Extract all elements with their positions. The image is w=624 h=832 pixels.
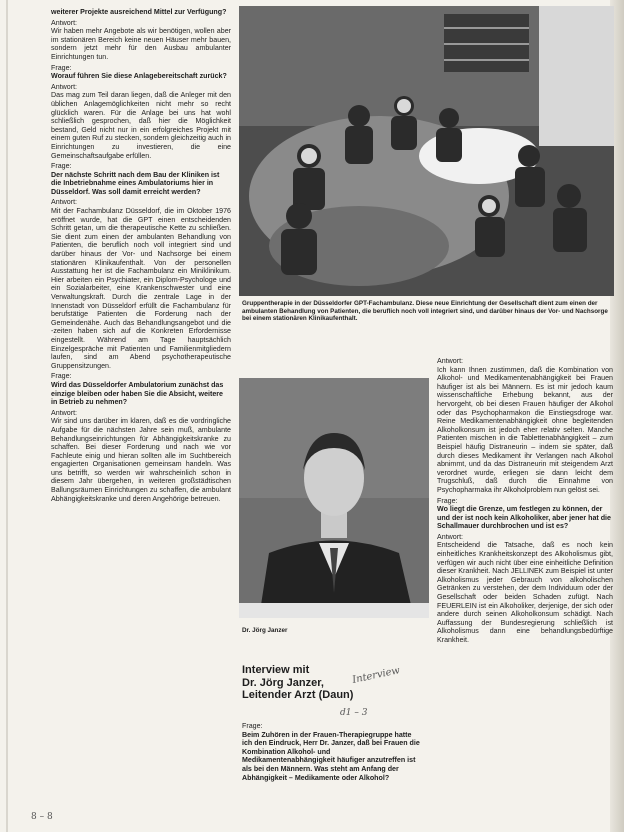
group-photo-caption: Gruppentherapie in der Düsseldorfer GPT-Fachambulanz. Diese neue Einrichtung der Gesellschaft dient zum einen der ambulanten Behandlung von Patienten, die beruflich noch voll integriert sind, und darüber hinaus der Vor- und Nachsorge bei einem stationären Klinikaufenthalt. — [242, 300, 608, 323]
left-col-question: Worauf führen Sie diese Anlagebereitschaft zurück? — [51, 72, 227, 81]
left-col-answer: Wir sind uns darüber im klaren, daß es die vordringliche Aufgabe für die nächsten Jahre sein muß, ambulante Behandlungseinrichtungen für Abhängigkeitskranke zu schaffen. Bei dieser Forderung und nach wie vor Fachleute einig und hieran sollten alle im Suchtbereich engagierten Organisationen gemeinsam handeln. Was uns betrifft, so werden wir wahrscheinlich schon in diesem Jahr übergehen, in weiteren großstädtischen Ballungsräumen Einrichtungen zu schaffen, die ambulant Abhängigkeitskranke und deren Angehörige betreuen. — [51, 417, 231, 503]
right-text-column — [437, 355, 613, 645]
left-text-column — [51, 8, 231, 828]
right-col-answer: Entscheidend die Tatsache, daß es noch kein einheitliches Krankheitskonzept des Alkoholismus gibt, verfügen wir auch nicht über eine einheitliche Definition dieser Krankheit. Nach JELLINEK zum Beispiel ist unter Alkoholismus jeder Gebrauch von alkoholischen Getränken zu verstehen, der dem Individuum oder der Gesellschaft oder beiden Schaden zufügt. Nach FEUERLEIN ist ein Alkoholiker, derjenige, der sich oder andere durch seinen Alkoholkonsum schädigt. Nach Auffassung der Bundesregierung schließlich ist Alkoholismus dann eine behandlungsbedürftige Krankheit. — [437, 541, 613, 644]
left-col-label: Antwort: — [51, 198, 78, 207]
left-col-question: Wird das Düsseldorfer Ambulatorium zunächst das einzige bleiben oder haben Sie die Absicht, weitere in Betrieb zu nehmen? — [51, 380, 224, 407]
left-col-answer: Das mag zum Teil daran liegen, daß die Anleger mit den üblichen Anlagemöglichkeiten nicht mehr so recht glücklich waren. Für die Anlage bei uns hat wohl schließlich gesprochen, daß hier die Möglichkeit bestand, Geld nicht nur in ein erfolgreiches Projekt mit einem guten Ruf zu stecken, sondern gleichzeitig auch in Einrichtungen zu investieren, die eine Gemeinschaftsaufgabe erfüllen. — [51, 91, 231, 160]
group-therapy-photo-graphic — [239, 6, 614, 296]
group-therapy-photo — [239, 6, 614, 296]
left-col-label: Antwort: — [51, 408, 78, 417]
right-col-question: Wo liegt die Grenze, um festlegen zu können, der und der ist noch kein Alkoholiker, aber jener hat die Schallmauer durchbrochen und ist es? — [437, 505, 611, 531]
left-col-label: Antwort: — [51, 18, 78, 27]
left-col-question: Der nächste Schritt nach dem Bau der Kliniken ist die Inbetriebnahme eines Ambulatoriums hier in Düsseldorf. Was soll damit erreicht werden? — [51, 170, 220, 196]
page-number: 8 – 8 — [31, 812, 53, 822]
bottom-q-question: Beim Zuhören in der Frauen-Therapiegruppe hatte ich den Eindruck, Herr Dr. Janzer, daß bei Frauen die Kombination Alkohol- und Medikamentenabhängigkeit häufiger anzutreffen ist als bei den Männern. Was steht am Anfang der Abhängigkeit – Medikamente oder Alkohol? — [242, 730, 420, 782]
left-col-label: Frage: — [51, 162, 72, 171]
left-col-question: weiterer Projekte ausreichend Mittel zur Verfügung? — [51, 8, 227, 16]
right-col-label: Antwort: — [437, 357, 464, 365]
left-col-label: Frage: — [51, 63, 72, 72]
portrait-photo — [239, 378, 429, 618]
handwritten-note-mid: d1 – 3 — [340, 708, 368, 718]
left-col-label: Antwort: — [51, 82, 78, 91]
portrait-caption: Dr. Jörg Janzer — [242, 627, 288, 634]
handwritten-note-interview: Interview — [351, 665, 402, 686]
right-col-label: Antwort: — [437, 532, 464, 541]
bottom-question-block — [242, 720, 422, 782]
bottom-q-label: Frage: — [242, 722, 263, 730]
left-col-answer: Wir haben mehr Angebote als wir benötigen, wollen aber im stationären Bereich keine neuen Häuser mehr bauen, sondern jetzt mehr für den Ausbau ambulanter Einrichtungen tun. — [51, 27, 231, 61]
left-col-label: Frage: — [51, 372, 72, 381]
right-col-label: Frage: — [437, 496, 458, 505]
left-col-answer: Mit der Fachambulanz Düsseldorf, die im Oktober 1976 eröffnet wurde, hat die GPT einen entscheidenden Schritt getan, um die therapeutische Kette zu schließen. Sie dient zum einen der ambulanten Behandlung von Patienten, die beruflich noch voll integriert sind und darüber hinaus der Vor- und Nachsorge bei einem stationären Klinikaufenthalt. Von der personellen Ausstattung her ist die Fachambulanz ein Miniklinikum. Hier arbeiten ein Psychiater, ein Diplom-Psychologe und ein Sozialarbeiter, eine Krankenschwester und eine Verwaltungskraft. Durch die zentrale Lage in der Innenstadt von Düsseldorf erfüllt die Fachambulanz für berufstätige Patienten die Forderung nach der Gemeindenähe. Auch das Behandlungsangebot und die -zeiten haben sich auf die Konkreten Erfordernisse eingestellt. Während am Tage hauptsächlich Einzelgespräche mit Patienten und Familienmitgliedern laufen, sind am Abend psychotherapeutische Gruppensitzungen. — [51, 207, 231, 370]
page-fold — [6, 0, 8, 832]
right-col-answer: Ich kann Ihnen zustimmen, daß die Kombination von Alkohol- und Medikamentenabhängigkeit bei Frauen häufiger ist als bei Männern. Es ist mir jedoch kaum wissenschaftliche Erhebung bekannt, aus der hervorgeht, ob bei diesen Frauen häufiger der Alkohol oder das Psychopharmakon die Einstiegsdroge war. Reine Medikamentenabhängigkeit ohne begleitenden Alkoholkonsum ist jedoch eher relativ selten. Manche Patienten mischen in die Tablettenabhängigkeit – zum Beispiel häufig Distraneurin – indem sie später, daß durch dieses Medikament ihr Verlangen nach Alkohol abnimmt, und da das Distraneurin mit steigendem Arzt verordnet wurde, erliegen sie dann leicht dem Trugschluß, daß durch die Einnahme von Psychopharmaka ihr Alkoholproblem nun gelöst sei. — [437, 365, 613, 494]
portrait-photo-graphic — [239, 378, 429, 618]
interview-heading-line-1: Interview mit — [242, 664, 310, 676]
interview-heading-line-3: Leitender Arzt (Daun) — [242, 689, 354, 701]
interview-heading-line-2: Dr. Jörg Janzer, — [242, 676, 324, 689]
